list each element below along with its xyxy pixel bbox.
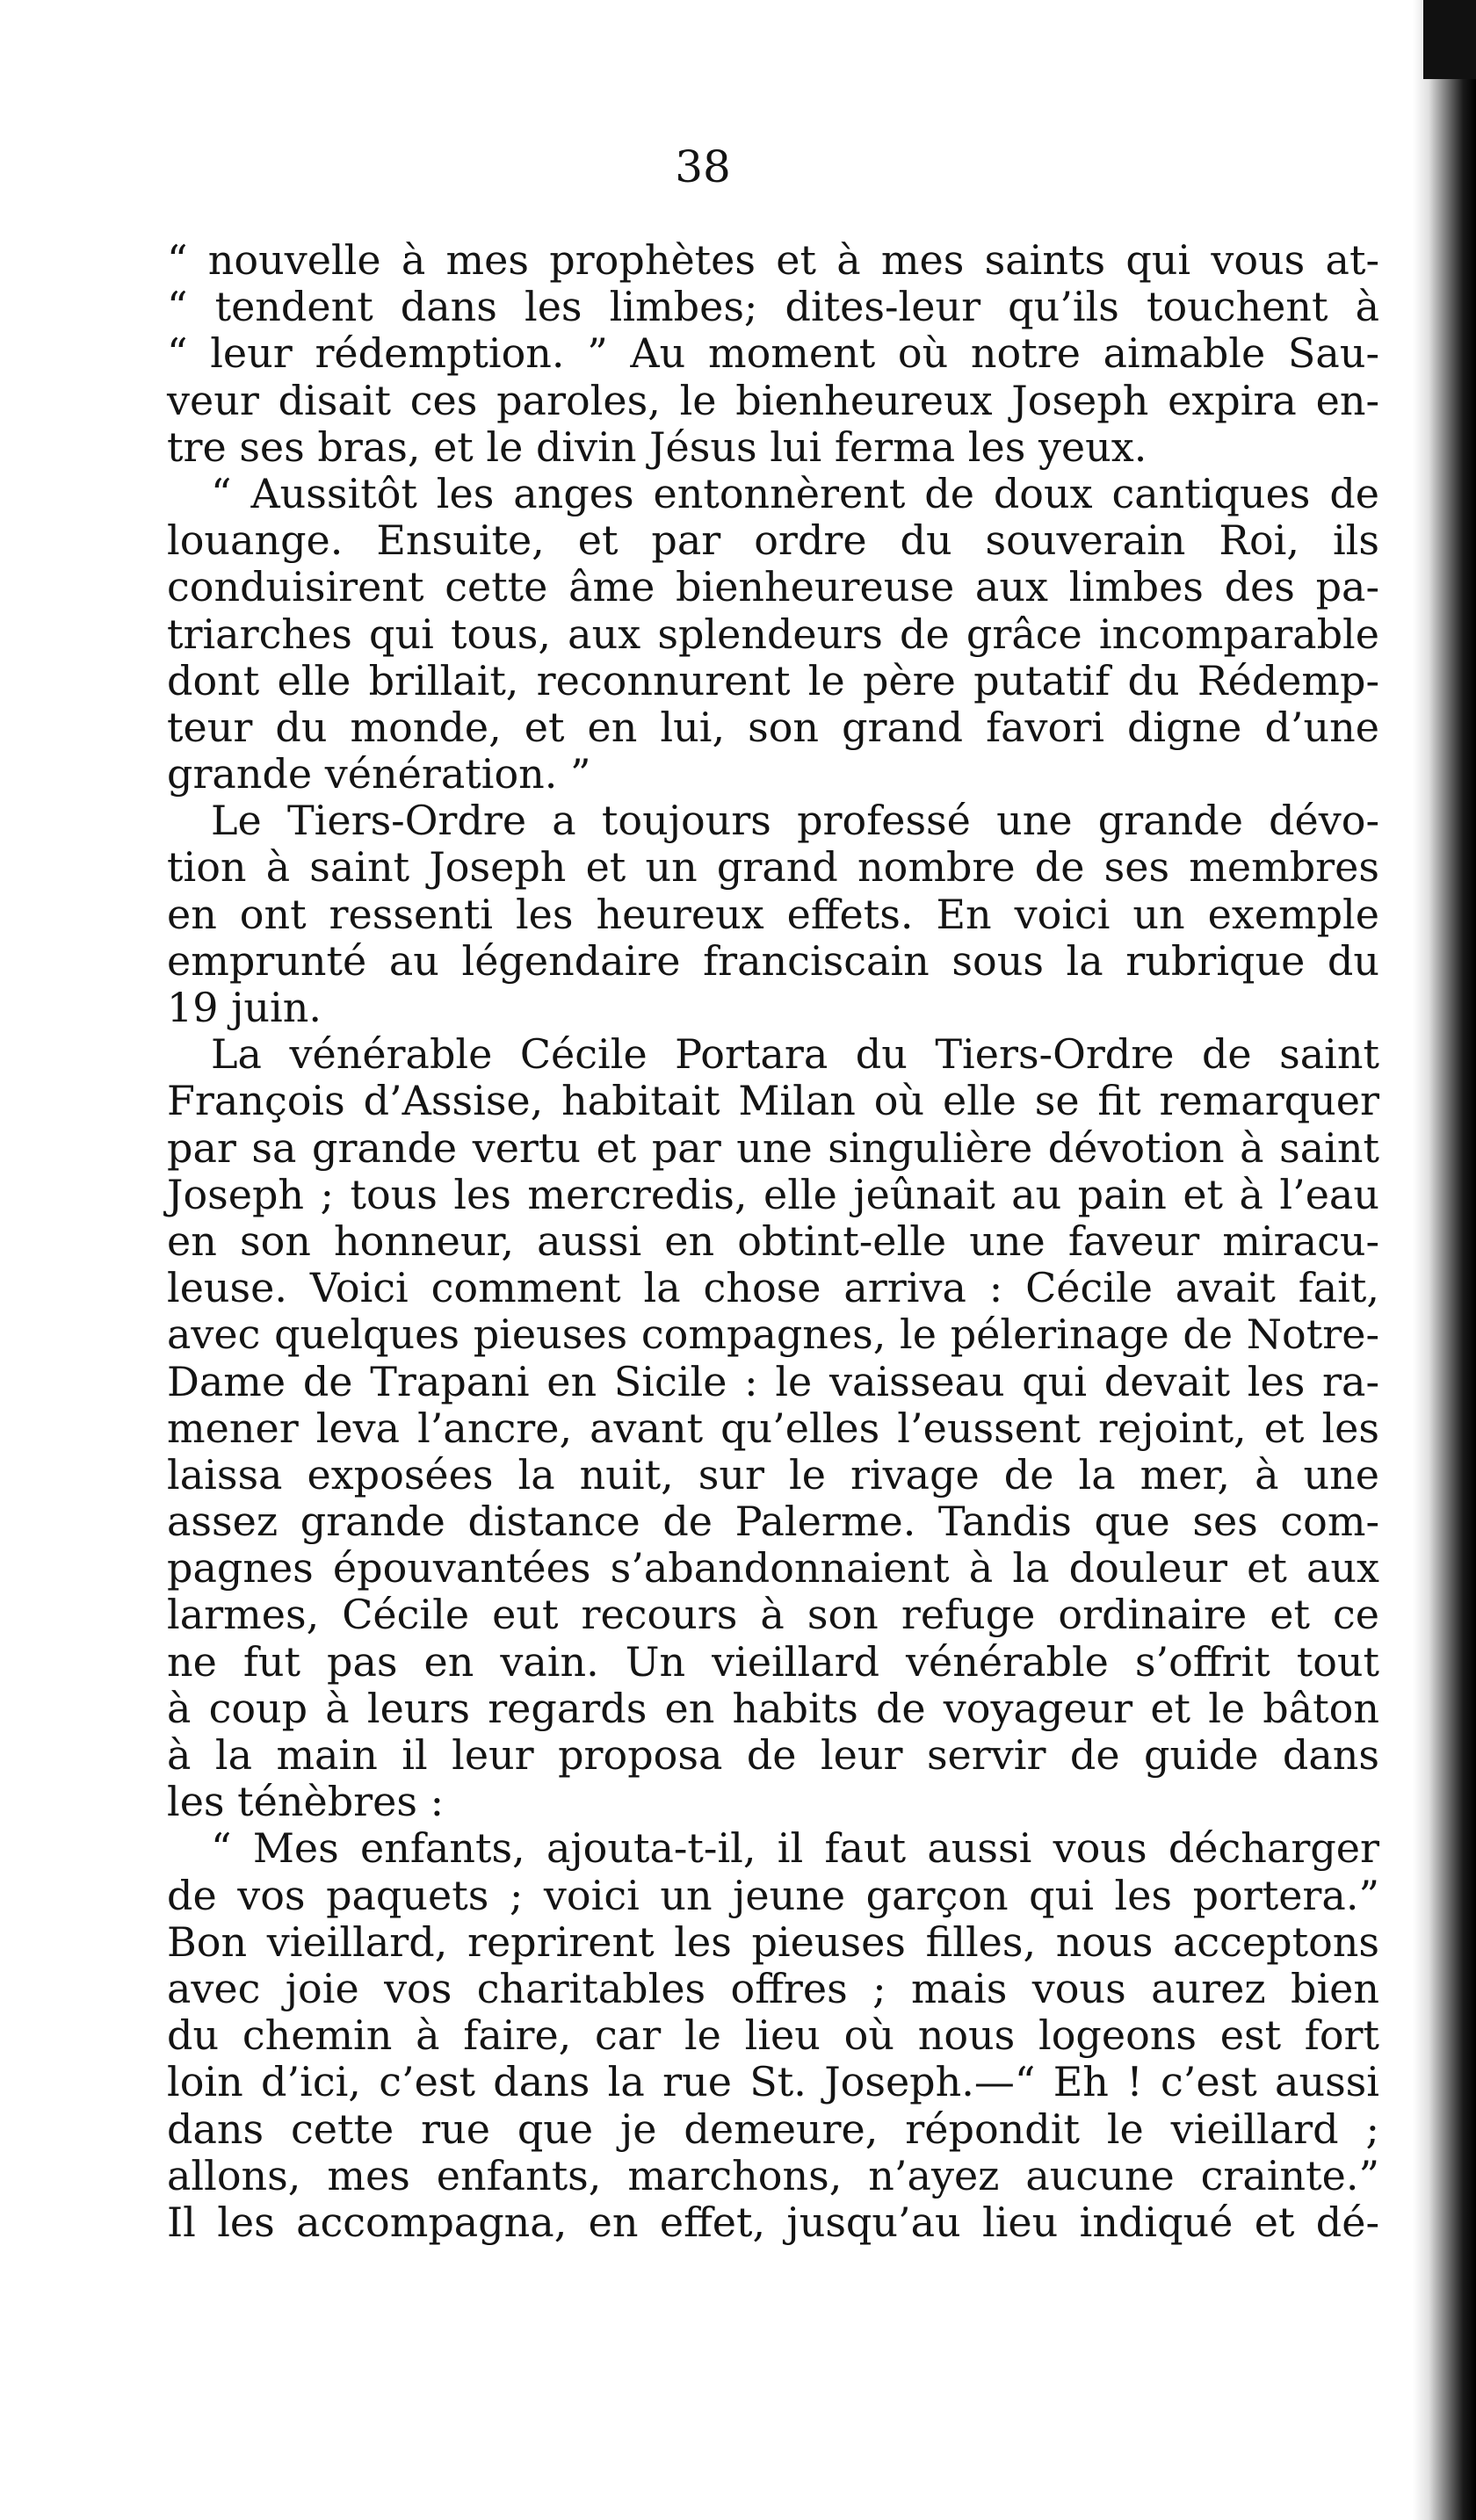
text-line: en ont ressenti les heureux effets. En voici un exemple — [167, 890, 1379, 938]
text-line: conduisirent cette âme bienheureuse aux limbes des pa- — [167, 563, 1379, 611]
text-line: La vénérable Cécile Portara du Tiers-Ordre de saint — [211, 1030, 1379, 1079]
text-line: ne fut pas en vain. Un vieillard vénérable s’offrit tout — [167, 1637, 1379, 1686]
text-line: leuse. Voici comment la chose arriva : Cécile avait fait, — [167, 1264, 1379, 1312]
text-line: par sa grande vertu et par une singulière dévotion à saint — [167, 1123, 1379, 1172]
text-line: en son honneur, aussi en obtint-elle une faveur miracu- — [167, 1217, 1379, 1265]
text-line: Joseph ; tous les mercredis, elle jeûnait au pain et à l’eau — [167, 1170, 1379, 1218]
text-line: avec joie vos charitables offres ; mais vous aurez bien — [167, 1964, 1379, 2012]
text-line: du chemin à faire, car le lieu où nous logeons est fort — [167, 2011, 1379, 2060]
text-line: larmes, Cécile eut recours à son refuge ordinaire et ce — [167, 1591, 1379, 1639]
text-line: veur disait ces paroles, le bienheureux Joseph expira en- — [167, 376, 1379, 424]
text-line: assez grande distance de Palerme. Tandis que ses com- — [167, 1498, 1379, 1546]
text-line: à coup à leurs regards en habits de voyageur et le bâton — [167, 1684, 1379, 1732]
scan-edge-shadow — [1413, 0, 1476, 2520]
page-number: 38 — [675, 141, 731, 192]
text-line: pagnes épouvantées s’abandonnaient à la douleur et aux — [167, 1544, 1379, 1592]
text-line: Dame de Trapani en Sicile : le vaisseau qui devait les ra- — [167, 1357, 1379, 1405]
text-line: allons, mes enfants, marchons, n’ayez aucune crainte.” — [167, 2151, 1379, 2199]
text-line: teur du monde, et en lui, son grand favori digne d’une — [167, 703, 1379, 751]
text-line: à la main il leur proposa de leur servir de guide dans — [167, 1731, 1379, 1779]
text-line: avec quelques pieuses compagnes, le pélerinage de Notre- — [167, 1311, 1379, 1359]
text-line: les ténèbres : — [167, 1778, 445, 1826]
text-line: emprunté au légendaire franciscain sous la rubrique du — [167, 936, 1379, 985]
text-line: “ Mes enfants, ajouta-t-il, il faut aussi vous décharger — [211, 1824, 1379, 1873]
text-line: de vos paquets ; voici un jeune garçon qui les portera.” — [167, 1871, 1379, 1919]
text-line: “ tendent dans les limbes; dites-leur qu’ils touchent à — [167, 283, 1379, 331]
text-line: 19 juin. — [167, 984, 322, 1031]
text-line: Le Tiers-Ordre a toujours professé une grande dévo- — [211, 797, 1379, 845]
text-line: louange. Ensuite, et par ordre du souverain Roi, ils — [167, 516, 1379, 565]
text-line: loin d’ici, c’est dans la rue St. Joseph.—“ Eh ! c’est aussi — [167, 2058, 1379, 2106]
text-line: triarches qui tous, aux splendeurs de grâce incomparable — [167, 610, 1379, 658]
scan-edge-corner — [1423, 0, 1476, 79]
text-line: “ leur rédemption. ” Au moment où notre aimable Sau- — [167, 329, 1379, 378]
text-line: dont elle brillait, reconnurent le père putatif du Rédemp- — [167, 656, 1379, 704]
text-line: grande vénération. ” — [167, 750, 591, 798]
text-line: laissa exposées la nuit, sur le rivage de la mer, à une — [167, 1450, 1379, 1498]
text-line: Bon vieillard, reprirent les pieuses filles, nous acceptons — [167, 1917, 1379, 1966]
text-line: François d’Assise, habitait Milan où elle se fit remarquer — [167, 1077, 1379, 1125]
text-line: mener leva l’ancre, avant qu’elles l’eussent rejoint, et les — [167, 1404, 1379, 1452]
text-line: “ Aussitôt les anges entonnèrent de doux cantiques de — [211, 469, 1379, 517]
text-line: dans cette rue que je demeure, répondit le vieillard ; — [167, 2105, 1379, 2153]
text-line: “ nouvelle à mes prophètes et à mes saints qui vous at- — [167, 236, 1379, 284]
text-line: Il les accompagna, en effet, jusqu’au lieu indiqué et dé- — [167, 2198, 1379, 2246]
text-line: tion à saint Joseph et un grand nombre de ses membres — [167, 843, 1379, 892]
body-text — [167, 237, 1379, 2246]
text-line: tre ses bras, et le divin Jésus lui ferma les yeux. — [167, 422, 1147, 471]
